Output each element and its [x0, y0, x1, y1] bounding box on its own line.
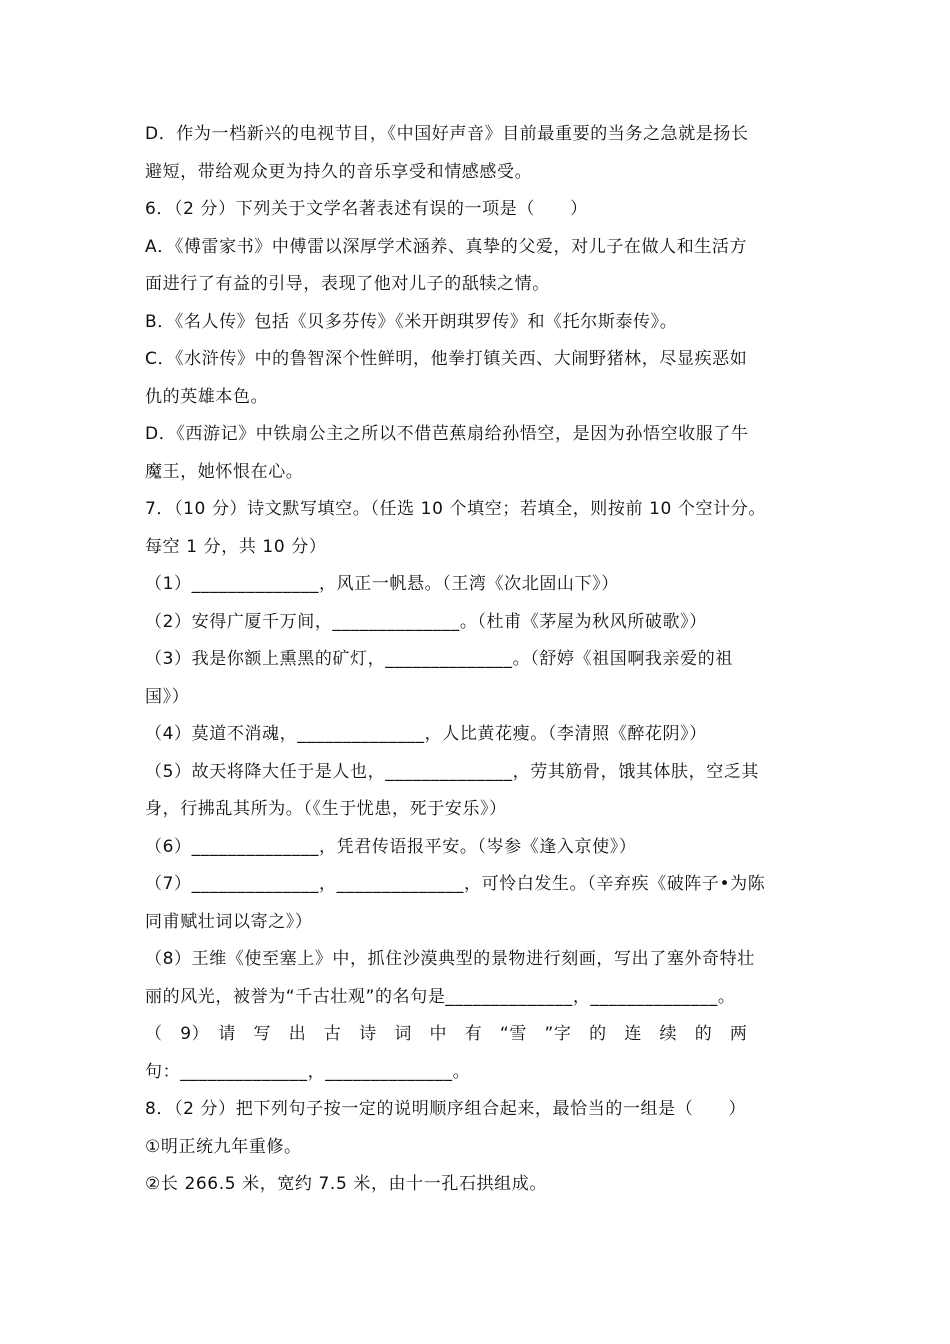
text-line: 同甫赋壮词以寄之》） [145, 911, 313, 932]
text-line: 魔王，她怀恨在心。 [145, 461, 304, 482]
option-b: B．《名人传》包括《贝多芬传》《米开朗琪罗传》和《托尔斯泰传》。 [145, 311, 678, 332]
text-line: 句：______________，______________。 [145, 1061, 471, 1082]
option-d: D．《西游记》中铁扇公主之所以不借芭蕉扇给孙悟空，是因为孙悟空收服了牛 [145, 424, 749, 444]
text-line: 面进行了有益的引导，表现了他对儿子的舐犊之情。 [145, 274, 550, 294]
fill-blank-item: （ 9） 请 写 出 古 诗 词 中 有 “雪 ”字 的 连 续 的 两 [145, 1024, 748, 1044]
sentence-item: ①明正统九年重修。 [145, 1136, 302, 1157]
fill-blank-item: （5）故天将降大任于是人也，______________，劳其筋骨，饿其体肤，空乏其 [145, 761, 760, 782]
fill-blank-item: （3）我是你额上熏黑的矿灯，______________。（舒婷《祖国啊我亲爱的祖 [145, 649, 733, 669]
fill-blank-item: （6）______________，凭君传语报平安。（岑参《逢入京使》） [145, 836, 637, 857]
fill-blank-item: （2）安得广厦千万间，______________。（杜甫《茅屋为秋风所破歌》） [145, 611, 707, 632]
sentence-item: ②长 266.5 米，宽约 7.5 米，由十一孔石拱组成。 [145, 1174, 547, 1194]
text-line: 国》） [145, 686, 190, 707]
question-8-stem: 8．（2 分）把下列句子按一定的说明顺序组合起来，最恰当的一组是（ ） [145, 1099, 747, 1119]
fill-blank-item: （8）王维《使至塞上》中，抓住沙漠典型的景物进行刻画，写出了塞外奇特壮 [145, 949, 755, 969]
text-line: 丽的风光，被誉为“千古壮观”的名句是______________，______________。 [145, 986, 736, 1007]
text-line: 避短，带给观众更为持久的音乐享受和情感感受。 [145, 161, 533, 182]
text-line: 每空 1 分，共 10 分） [145, 536, 327, 557]
fill-blank-item: （1）______________，风正一帆悬。（王湾《次北固山下》） [145, 574, 619, 594]
question-text [145, 116, 805, 1204]
text-line: 身，行拂乱其所为。（《生于忧患，死于安乐》） [145, 799, 507, 819]
question-7-stem: 7．（10 分）诗文默写填空。（任选 10 个填空；若填全，则按前 10 个空计分。 [145, 499, 766, 519]
option-a: A．《傅雷家书》中傅雷以深厚学术涵养、真挚的父爱，对儿子在做人和生活方 [145, 236, 748, 257]
text-line: D．作为一档新兴的电视节目，《中国好声音》目前最重要的当务之急就是扬长 [145, 124, 749, 144]
option-c: C．《水浒传》中的鲁智深个性鲜明，他拳打镇关西、大闹野猪林，尽显疾恶如 [145, 349, 748, 369]
fill-blank-item: （7）______________，______________，可怜白发生。（辛弃疾《破阵子•为陈 [145, 874, 766, 894]
fill-blank-item: （4）莫道不消魂，______________，人比黄花瘦。（李清照《醉花阴》） [145, 724, 707, 744]
question-6-stem: 6．（2 分）下列关于文学名著表述有误的一项是（ ） [145, 199, 588, 219]
text-line: 仇的英雄本色。 [145, 386, 269, 407]
